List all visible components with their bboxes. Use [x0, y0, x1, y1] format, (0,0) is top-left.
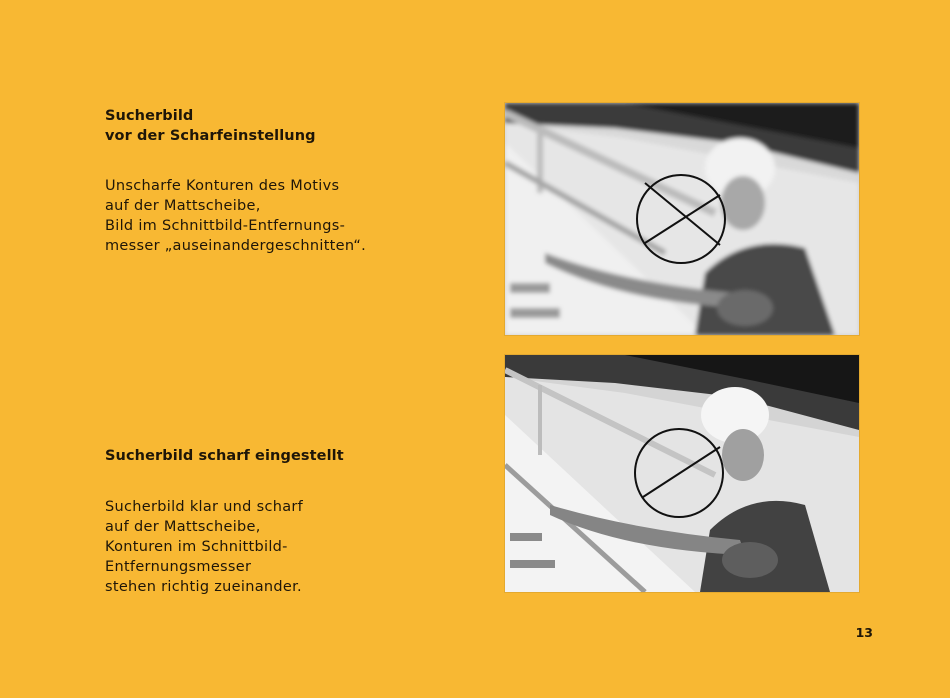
section-heading-unfocused: Sucherbild vor der Scharfeinstellung [105, 108, 316, 144]
section-text-focused: Sucherbild klar und scharf auf der Mattscheibe, Konturen im Schnittbild- Entfernungsmesser stehen richtig zueinander. [105, 499, 304, 595]
section-heading-focused: Sucherbild scharf eingestellt [105, 448, 344, 464]
viewfinder-photo-unfocused [505, 103, 859, 335]
page-number: 13 [855, 625, 873, 640]
section-unfocused [105, 106, 435, 256]
viewfinder-photo-focused [505, 355, 859, 592]
section-focused [105, 446, 435, 597]
section-text-unfocused: Unscharfe Konturen des Motivs auf der Mattscheibe, Bild im Schnittbild-Entfernungs- messer „auseinandergeschnitten“. [105, 178, 367, 254]
